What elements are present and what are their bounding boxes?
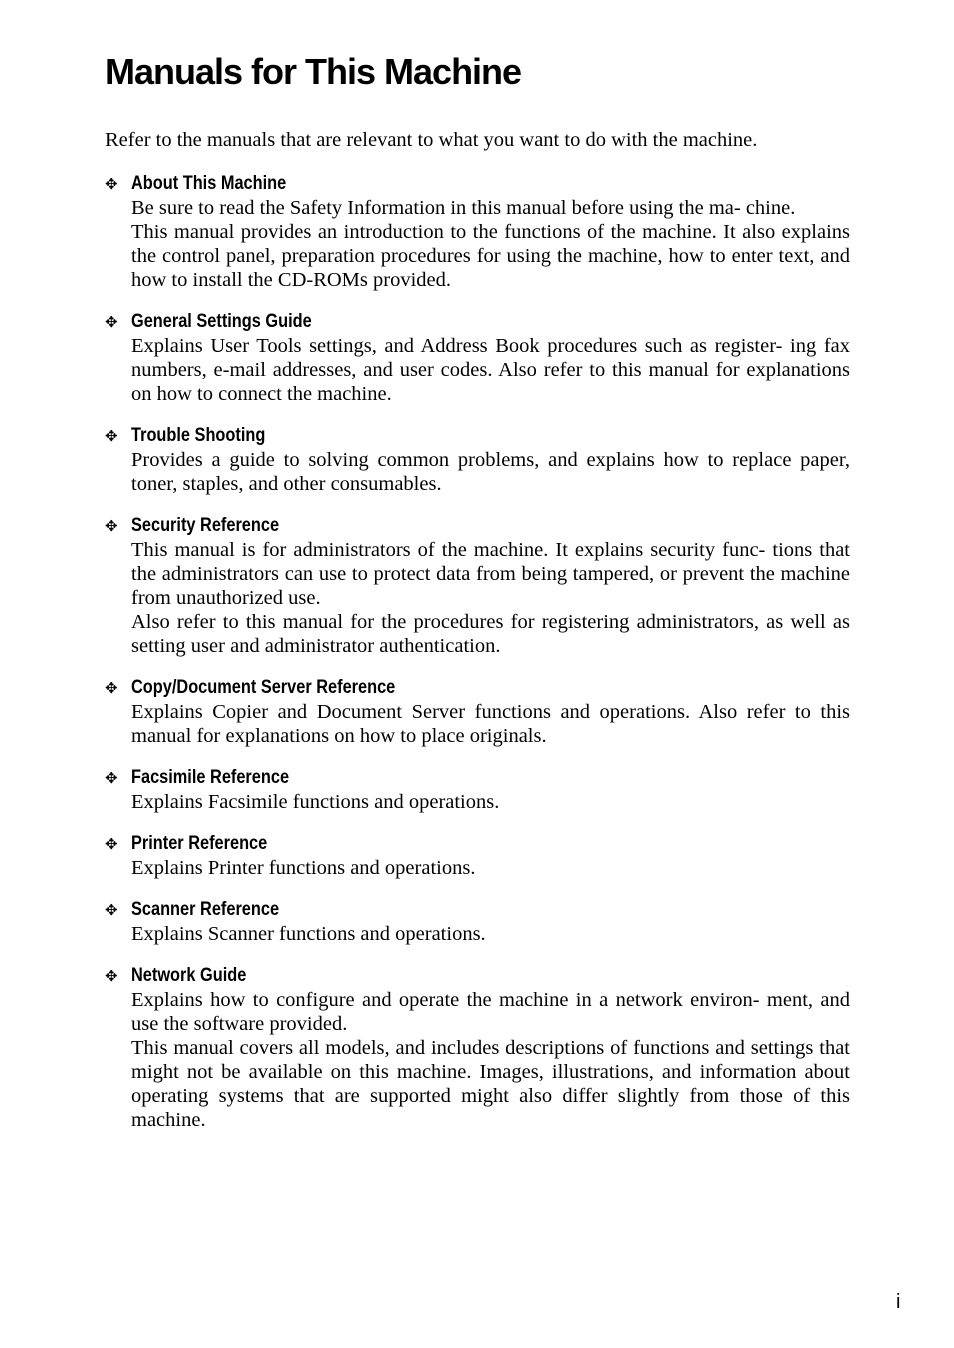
- four-diamond-bullet-icon: ✥: [105, 313, 118, 331]
- manual-description: This manual is for administrators of the machine. It explains security func- tions that the administrators can use to protect data from being tampered, or prevent the machine from unauthorized use.: [131, 539, 850, 609]
- manual-title: Printer Reference: [131, 833, 268, 854]
- manual-security-reference: [105, 514, 850, 658]
- manual-description: This manual covers all models, and includes descriptions of functions and settings that might not be available on this machine. Images, illustrations, and information about operating systems that are supported might also differ slightly from those of this machine.: [131, 1037, 850, 1131]
- manual-title: Scanner Reference: [131, 899, 280, 920]
- manual-description: Be sure to read the Safety Information in this manual before using the ma- chine.: [131, 197, 796, 219]
- page-title: Manuals for This Machine: [105, 51, 522, 92]
- manual-title: General Settings Guide: [131, 311, 312, 332]
- four-diamond-bullet-icon: ✥: [105, 427, 118, 445]
- manual-description: Explains Printer functions and operations.: [131, 857, 476, 879]
- intro-text: Refer to the manuals that are relevant to what you want to do with the machine.: [105, 129, 758, 151]
- manual-description: Provides a guide to solving common problems, and explains how to replace paper, toner, staples, and other consumables.: [131, 449, 850, 495]
- four-diamond-bullet-icon: ✥: [105, 901, 118, 919]
- manual-description: Explains Copier and Document Server functions and operations. Also refer to this manual for explanations on how to place originals.: [131, 701, 850, 747]
- manual-title: Security Reference: [131, 515, 280, 536]
- manual-about-this-machine: [105, 172, 850, 292]
- manual-title: Trouble Shooting: [131, 425, 266, 446]
- four-diamond-bullet-icon: ✥: [105, 175, 118, 193]
- page-number: i: [896, 1291, 901, 1313]
- manual-description: Explains how to configure and operate the machine in a network environ- ment, and use the software provided.: [131, 989, 850, 1035]
- manual-network-guide: [105, 964, 850, 1132]
- four-diamond-bullet-icon: ✥: [105, 517, 118, 535]
- manual-title: Network Guide: [131, 965, 247, 986]
- four-diamond-bullet-icon: ✥: [105, 967, 118, 985]
- manual-description: Explains Scanner functions and operations.: [131, 923, 486, 945]
- manual-title: About This Machine: [131, 173, 287, 194]
- four-diamond-bullet-icon: ✥: [105, 679, 118, 697]
- manual-copy-document-server-reference: [105, 676, 850, 748]
- manual-trouble-shooting: [105, 424, 850, 496]
- manual-description: This manual provides an introduction to the functions of the machine. It also explains the control panel, preparation procedures for using the machine, how to enter text, and how to install the CD-ROMs provided.: [131, 221, 850, 291]
- manual-scanner-reference: [105, 898, 850, 946]
- manual-general-settings-guide: [105, 310, 850, 406]
- manual-title: Facsimile Reference: [131, 767, 290, 788]
- manual-description: Explains User Tools settings, and Address Book procedures such as register- ing fax numbers, e-mail addresses, and user codes. Also refer to this manual for explanations on how to connect the machine.: [131, 335, 850, 405]
- manual-description: Explains Facsimile functions and operations.: [131, 791, 500, 813]
- manual-list: [105, 172, 850, 1150]
- four-diamond-bullet-icon: ✥: [105, 835, 118, 853]
- manual-description: Also refer to this manual for the procedures for registering administrators, as well as setting user and administrator authentication.: [131, 611, 850, 657]
- manual-printer-reference: [105, 832, 850, 880]
- four-diamond-bullet-icon: ✥: [105, 769, 118, 787]
- manual-facsimile-reference: [105, 766, 850, 814]
- manual-title: Copy/Document Server Reference: [131, 677, 396, 698]
